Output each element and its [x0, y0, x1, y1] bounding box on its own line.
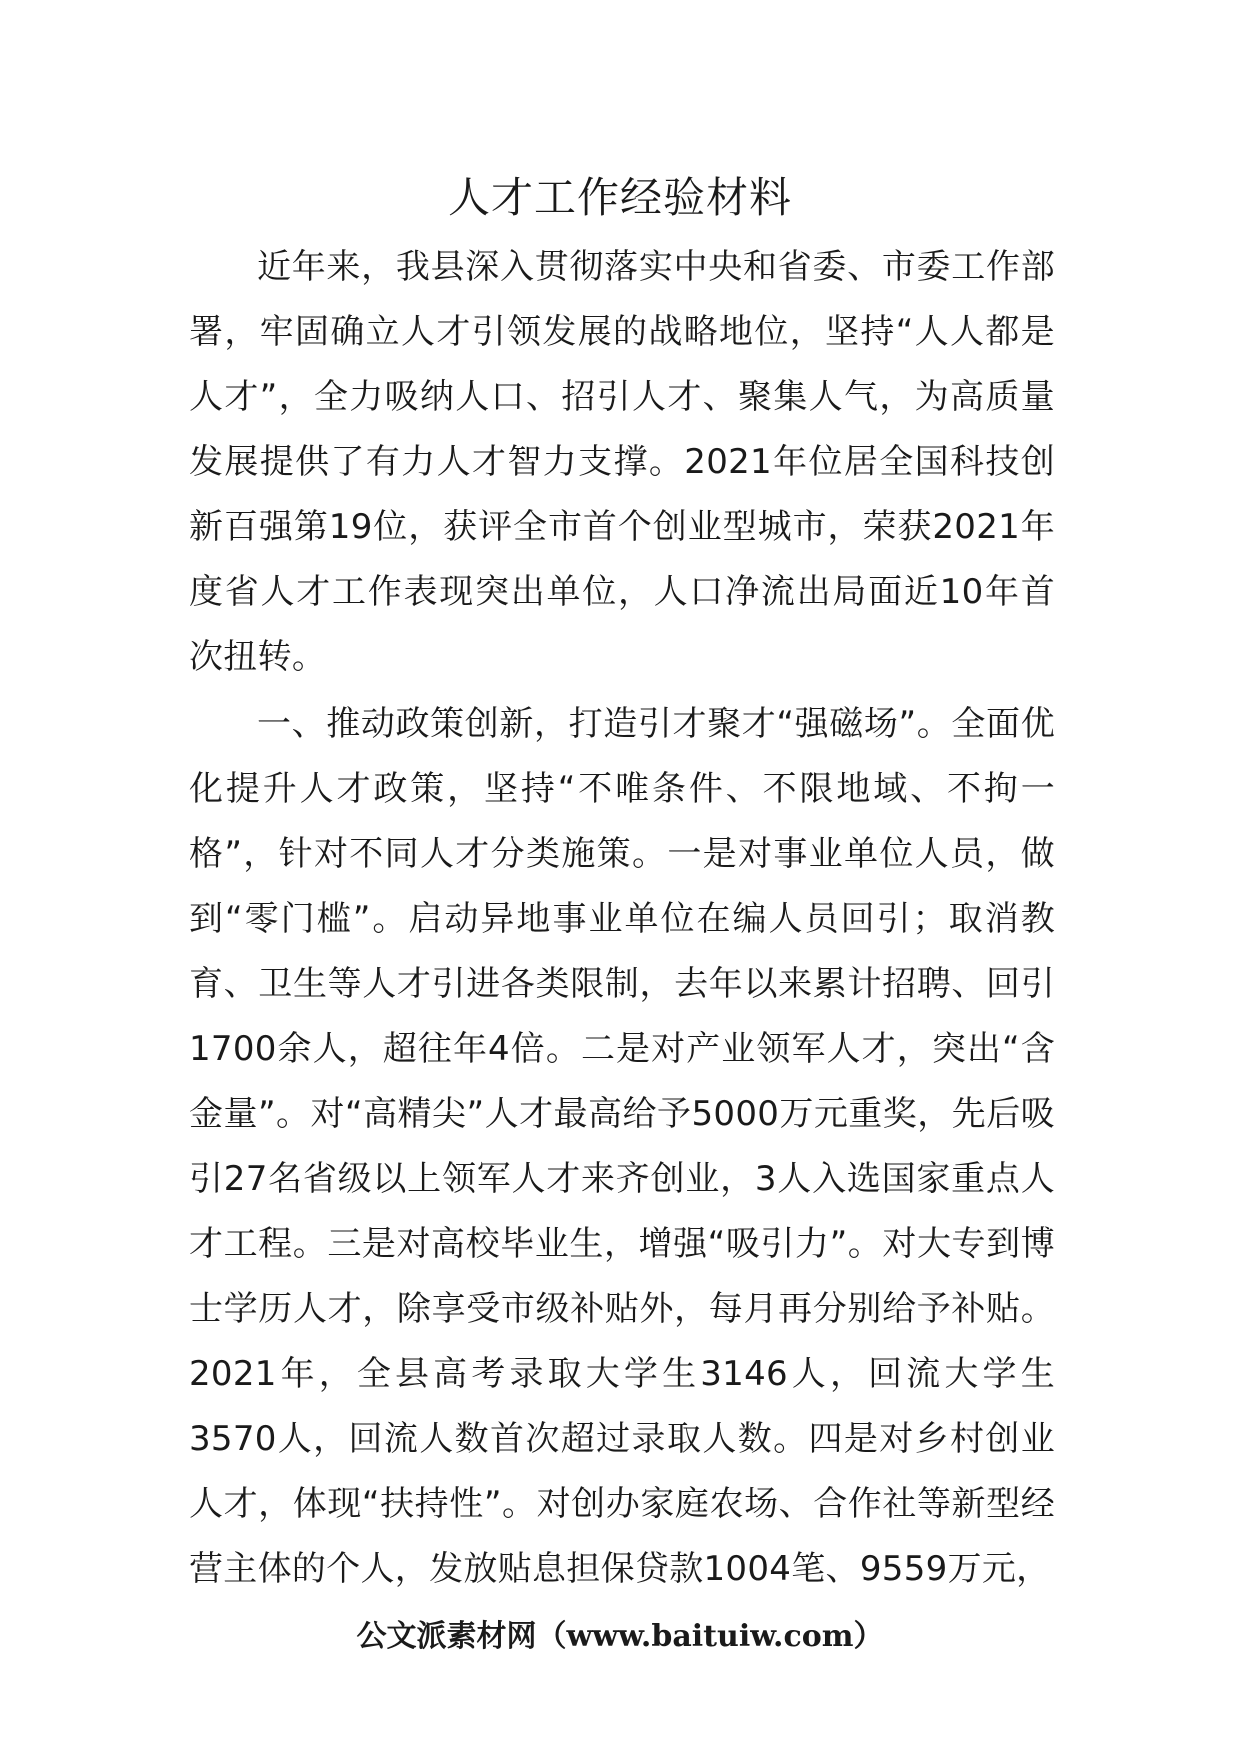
- paragraph-section-1: 一、推动政策创新，打造引才聚才“强磁场”。全面优化提升人才政策，坚持“不唯条件、不限地域、不拘一格”，针对不同人才分类施策。一是对事业单位人员，做到“零门槛”。启动异地事业单位在编人员回引；取消教育、卫生等人才引进各类限制，去年以来累计招聘、回引1700余人，超往年4倍。二是对产业领军人才，突出“含金量”。对“高精尖”人才最高给予5000万元重奖，先后吸引27名省级以上领军人才来齐创业，3人入选国家重点人才工程。三是对高校毕业生，增强“吸引力”。对大专到博士学历人才，除享受市级补贴外，每月再分别给予补贴。2021年，全县高考录取大学生3146人，回流大学生3570人，回流人数首次超过录取人数。四是对乡村创业人才，体现“扶持性”。对创办家庭农场、合作社等新型经营主体的个人，发放贴息担保贷款1004笔、9559万元，: [189, 704, 1055, 1589]
- footer-source: 公文派素材网（www.baituiw.com）: [356, 1619, 884, 1654]
- document-body: [189, 235, 1055, 1602]
- paragraph-intro: 近年来，我县深入贯彻落实中央和省委、市委工作部署，牢固确立人才引领发展的战略地位，坚持“人人都是人才”，全力吸纳人口、招引人才、聚集人气，为高质量发展提供了有力人才智力支撑。2021年位居全国科技创新百强第19位，获评全市首个创业型城市，荣获2021年度省人才工作表现突出单位，人口净流出局面近10年首次扭转。: [189, 247, 1055, 677]
- document-title: 人才工作经验材料: [447, 173, 792, 222]
